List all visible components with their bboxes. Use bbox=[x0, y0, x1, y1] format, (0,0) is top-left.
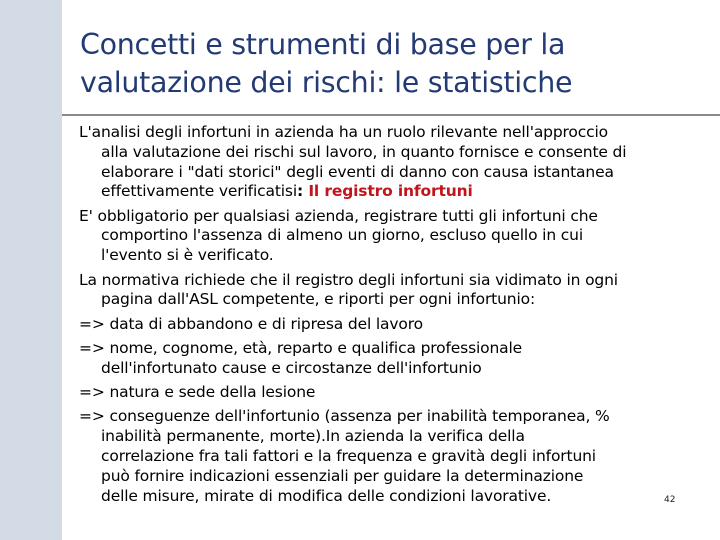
body-line: alla valutazione dei rischi sul lavoro, in quanto fornisce e consente di bbox=[101, 142, 627, 161]
body-line: => nome, cognome, età, reparto e qualifica professionale bbox=[79, 338, 523, 357]
body-line: delle misure, mirate di modifica delle condizioni lavorative. bbox=[101, 486, 552, 505]
body-text: effettivamente verificatisi bbox=[101, 182, 298, 201]
list-item-conseguenze bbox=[79, 407, 699, 506]
slide-title bbox=[80, 26, 700, 102]
body-line: elaborare i "dati storici" degli eventi di danno con causa istantanea bbox=[101, 162, 614, 181]
body-line: inabilità permanente, morte).In azienda la verifica della bbox=[101, 427, 525, 446]
paragraph-obbligatorio bbox=[79, 207, 699, 266]
slide-body bbox=[79, 123, 699, 511]
title-divider bbox=[62, 114, 720, 116]
body-line: => natura e sede della lesione bbox=[79, 383, 316, 402]
paragraph-normativa bbox=[79, 271, 699, 311]
body-line: La normativa richiede che il registro degli infortuni sia vidimato in ogni bbox=[79, 270, 618, 289]
registro-infortuni-highlight: Il registro infortuni bbox=[308, 182, 473, 201]
body-line: => conseguenze dell'infortunio (assenza per inabilità temporanea, % bbox=[79, 407, 610, 426]
body-line: l'evento si è verificato. bbox=[101, 246, 274, 265]
slide-sidebar bbox=[0, 0, 62, 540]
slide-title-line-1: Concetti e strumenti di base per la bbox=[80, 28, 566, 61]
body-line: comportino l'assenza di almeno un giorno, escluso quello in cui bbox=[101, 226, 583, 245]
list-item-data-abbandono bbox=[79, 315, 699, 335]
body-line: => data di abbandono e di ripresa del lavoro bbox=[79, 314, 423, 333]
list-item-natura-lesione bbox=[79, 383, 699, 403]
body-line: dell'infortunato cause e circostanze dell'infortunio bbox=[101, 358, 482, 377]
slide-title-line-2: valutazione dei rischi: le statistiche bbox=[80, 66, 573, 99]
colon-separator: : bbox=[297, 182, 309, 201]
body-line: correlazione fra tali fattori e la frequenza e gravità degli infortuni bbox=[101, 446, 596, 465]
list-item-anagrafica bbox=[79, 339, 699, 379]
page-number: 42 bbox=[664, 495, 676, 505]
paragraph-analisi bbox=[79, 123, 699, 202]
body-line: può fornire indicazioni essenziali per guidare la determinazione bbox=[101, 466, 584, 485]
body-line: L'analisi degli infortuni in azienda ha un ruolo rilevante nell'approccio bbox=[79, 123, 608, 141]
body-line: E' obbligatorio per qualsiasi azienda, registrare tutti gli infortuni che bbox=[79, 206, 598, 225]
body-line bbox=[79, 182, 699, 202]
body-line: pagina dall'ASL competente, e riporti per ogni infortunio: bbox=[101, 290, 536, 309]
